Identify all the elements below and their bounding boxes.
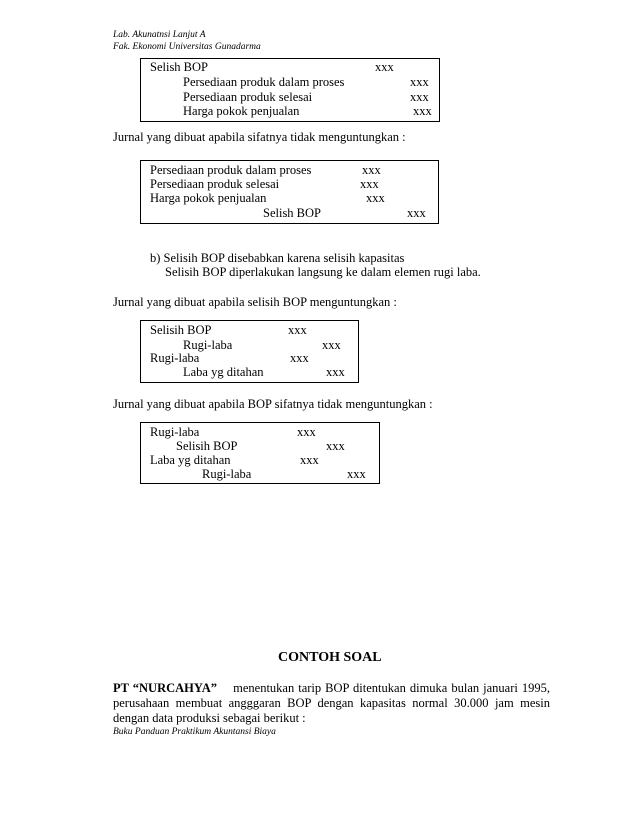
problem-paragraph [113,681,550,726]
journal-debit: xxx [300,453,319,467]
journal-account: Rugi-laba [183,338,233,352]
journal-account: Rugi-laba [150,351,200,365]
journal-debit: xxx [375,60,394,74]
journal-credit: xxx [322,338,341,352]
journal-account: Selish BOP [263,206,322,220]
caption-unfavorable-bop: Jurnal yang dibuat apabila BOP sifatnya tidak menguntungkan : [113,397,433,411]
journal-account: Persediaan produk selesai [150,177,280,191]
footer-text: Buku Panduan Praktikum Akuntansi Biaya [113,727,276,737]
journal-account: Selisih BOP [150,323,212,337]
journal-debit: xxx [362,163,381,177]
journal-credit: xxx [407,206,426,220]
company-name: PT “NURCAHYA” [113,681,218,695]
journal-debit: xxx [297,425,316,439]
journal-debit: xxx [366,191,385,205]
journal-credit: xxx [326,439,345,453]
journal-account: Rugi-laba [150,425,200,439]
header-line-2: Fak. Ekonomi Universitas Gunadarma [113,42,261,52]
journal-debit: xxx [290,351,309,365]
journal-credit: xxx [326,365,345,379]
journal-account: Laba yg ditahan [150,453,231,467]
journal-credit: xxx [413,104,432,118]
section-title: CONTOH SOAL [278,650,382,665]
journal-account: Selisih BOP [176,439,238,453]
journal-account: Harga pokok penjualan [150,191,267,205]
journal-debit: xxx [288,323,307,337]
journal-debit: xxx [360,177,379,191]
journal-account: Persediaan produk dalam proses [150,163,312,177]
point-b-line-1: b) Selisih BOP disebabkan karena selisih kapasitas [150,251,405,265]
header-line-1: Lab. Akunatnsi Lanjut A [113,30,206,40]
journal-account: Laba yg ditahan [183,365,264,379]
journal-account: Persediaan produk dalam proses [183,75,345,89]
journal-account: Persediaan produk selesai [183,90,313,104]
paragraph-text: menentukan tarip BOP ditentukan dimuka bulan januari 1995, perusahaan membuat angggaran BOP dengan kapasitas normal 30.000 jam mesin dengan data produksi sebagai berikut : [113,681,551,725]
journal-account: Selish BOP [150,60,209,74]
journal-account: Rugi-laba [202,467,252,481]
journal-account: Harga pokok penjualan [183,104,300,118]
journal-credit: xxx [410,75,429,89]
point-b-line-2: Selisih BOP diperlakukan langsung ke dalam elemen rugi laba. [165,265,481,279]
caption-unfavorable: Jurnal yang dibuat apabila sifatnya tidak menguntungkan : [113,130,406,144]
journal-credit: xxx [347,467,366,481]
journal-credit: xxx [410,90,429,104]
caption-favorable: Jurnal yang dibuat apabila selisih BOP menguntungkan : [113,295,397,309]
